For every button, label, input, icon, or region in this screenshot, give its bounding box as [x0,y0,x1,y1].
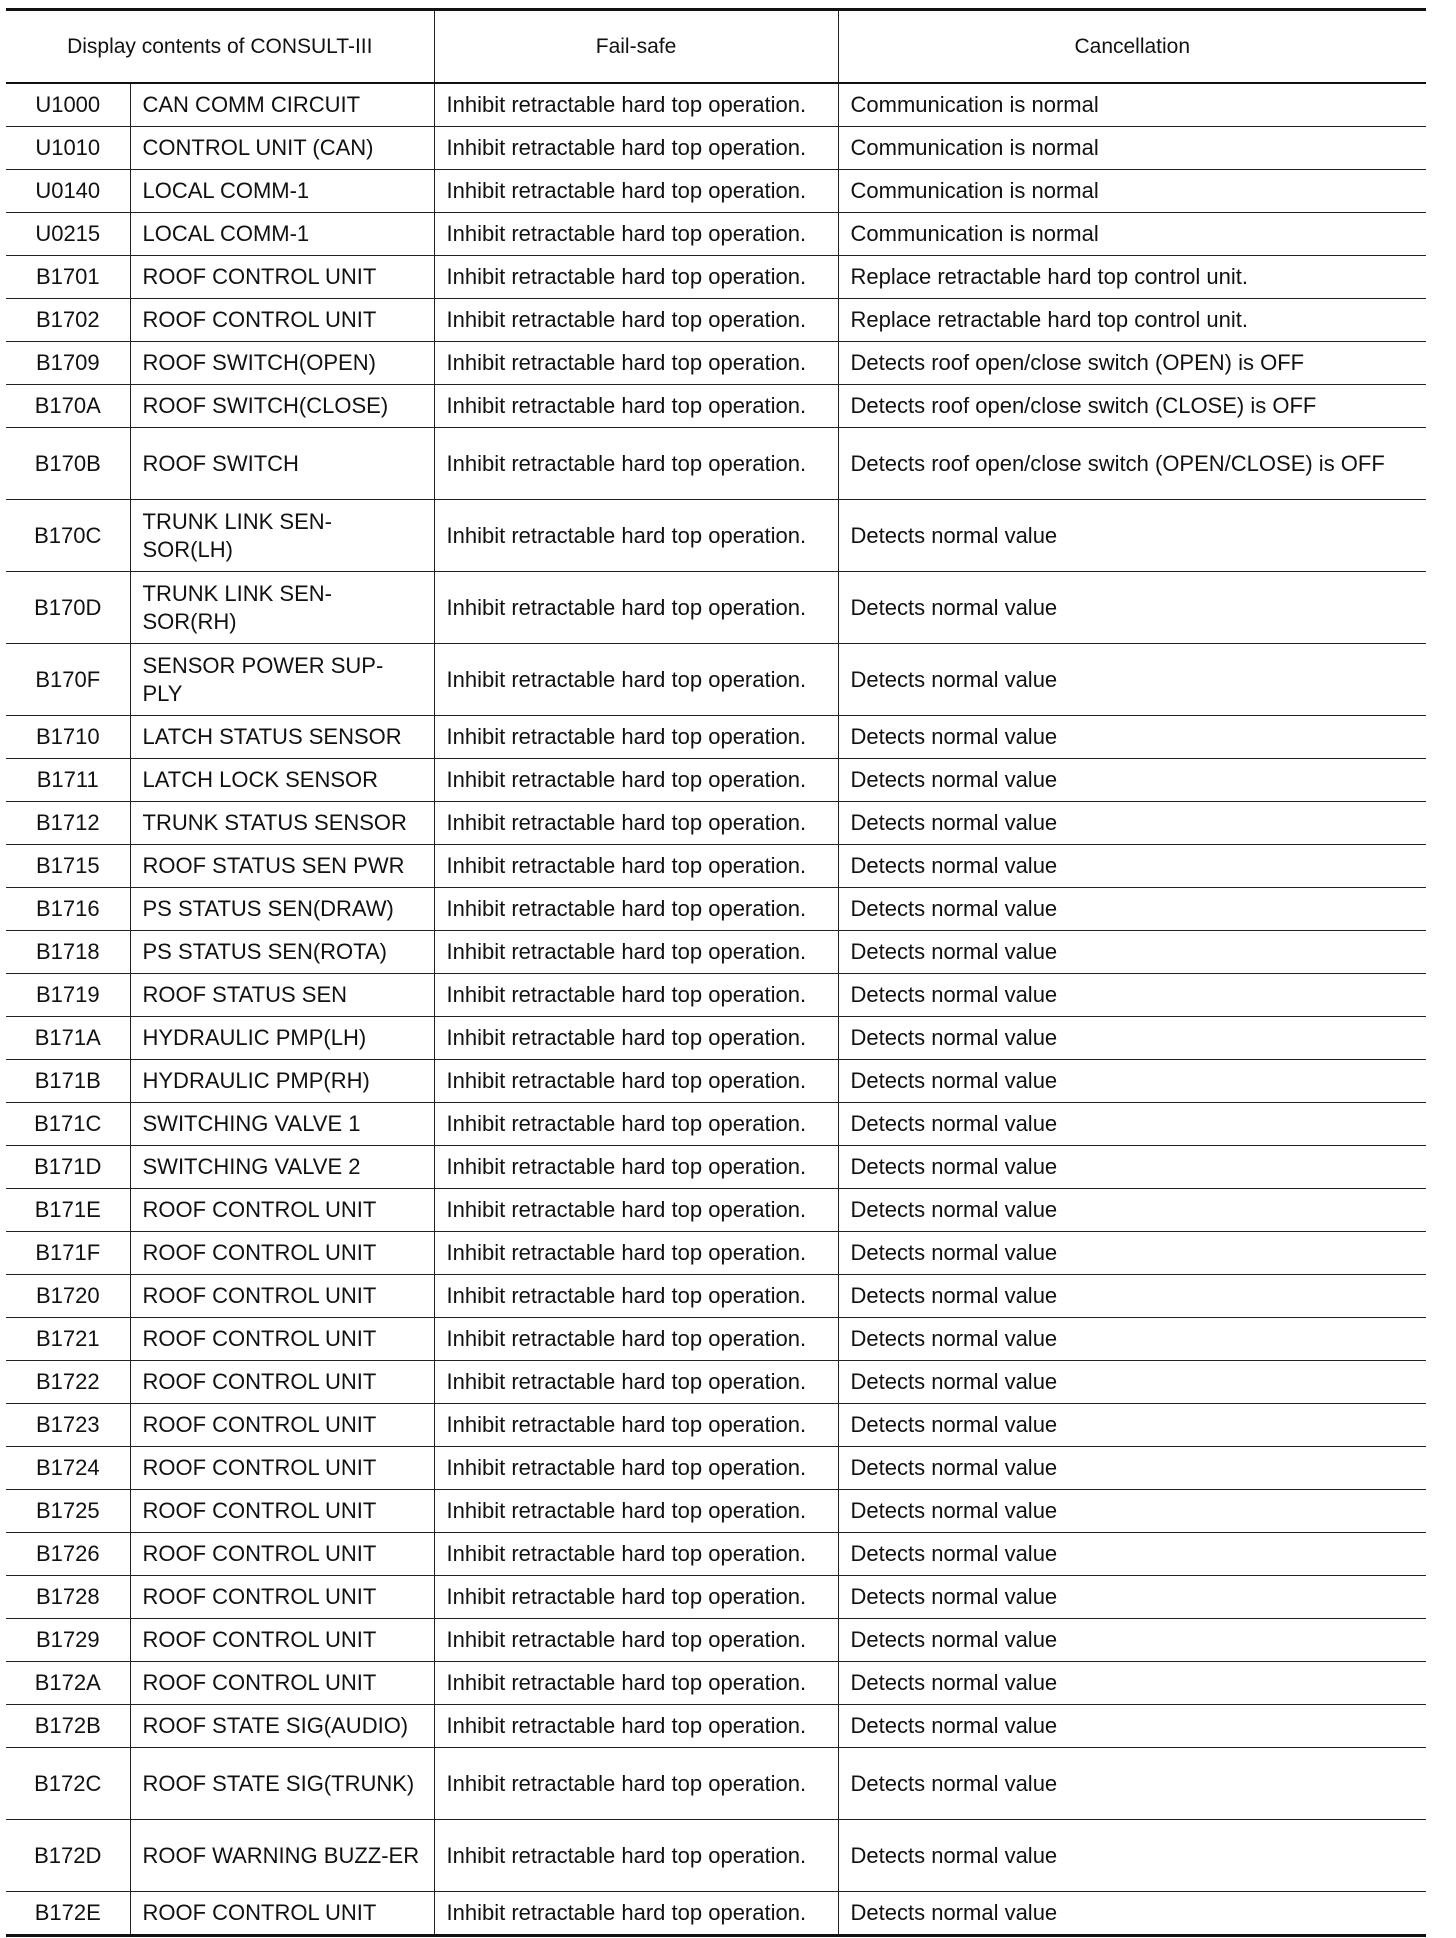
cancellation: Detects normal value [838,845,1426,888]
dtc-code: B171D [6,1146,130,1189]
fail-safe: Inhibit retractable hard top operation. [434,256,838,299]
dtc-code: B171E [6,1189,130,1232]
fail-safe: Inhibit retractable hard top operation. [434,1447,838,1490]
table-row [6,127,1426,170]
cancellation: Detects normal value [838,1820,1426,1892]
table-row [6,1705,1426,1748]
fail-safe: Inhibit retractable hard top operation. [434,1533,838,1576]
display-content: LATCH LOCK SENSOR [130,759,434,802]
display-content: LATCH STATUS SENSOR [130,716,434,759]
display-content: ROOF CONTROL UNIT [130,256,434,299]
display-content: ROOF CONTROL UNIT [130,1361,434,1404]
fail-safe: Inhibit retractable hard top operation. [434,500,838,572]
table-row [6,802,1426,845]
cancellation: Detects normal value [838,500,1426,572]
header-cancellation: Cancellation [838,10,1426,84]
fail-safe: Inhibit retractable hard top operation. [434,644,838,716]
table-row [6,299,1426,342]
dtc-code: B171B [6,1060,130,1103]
display-content: ROOF SWITCH(CLOSE) [130,385,434,428]
table-row [6,974,1426,1017]
dtc-code: B1711 [6,759,130,802]
display-content: PS STATUS SEN(ROTA) [130,931,434,974]
cancellation: Detects normal value [838,1017,1426,1060]
fail-safe: Inhibit retractable hard top operation. [434,1576,838,1619]
table-header-row [6,10,1426,84]
cancellation: Detects roof open/close switch (OPEN/CLOSE) is OFF [838,428,1426,500]
table-row [6,385,1426,428]
table-row [6,888,1426,931]
fail-safe: Inhibit retractable hard top operation. [434,213,838,256]
dtc-code: B172E [6,1892,130,1936]
display-content: ROOF CONTROL UNIT [130,1490,434,1533]
cancellation: Detects normal value [838,1705,1426,1748]
dtc-code: B1729 [6,1619,130,1662]
dtc-code: B170B [6,428,130,500]
cancellation: Detects normal value [838,931,1426,974]
fail-safe: Inhibit retractable hard top operation. [434,759,838,802]
table-body [6,83,1426,1936]
fail-safe: Inhibit retractable hard top operation. [434,1189,838,1232]
cancellation: Detects normal value [838,1060,1426,1103]
cancellation: Detects normal value [838,1404,1426,1447]
fail-safe: Inhibit retractable hard top operation. [434,1275,838,1318]
dtc-code: B1728 [6,1576,130,1619]
cancellation: Detects normal value [838,974,1426,1017]
display-content: ROOF CONTROL UNIT [130,1275,434,1318]
display-content: ROOF CONTROL UNIT [130,1662,434,1705]
cancellation: Detects normal value [838,1619,1426,1662]
dtc-code: B1723 [6,1404,130,1447]
table-row [6,759,1426,802]
dtc-code: B171F [6,1232,130,1275]
cancellation: Detects normal value [838,888,1426,931]
cancellation: Detects normal value [838,1232,1426,1275]
fail-safe: Inhibit retractable hard top operation. [434,974,838,1017]
display-content: ROOF CONTROL UNIT [130,1619,434,1662]
display-content: SWITCHING VALVE 1 [130,1103,434,1146]
display-content: SENSOR POWER SUP-PLY [130,644,434,716]
table-row [6,500,1426,572]
fail-safe: Inhibit retractable hard top operation. [434,1404,838,1447]
table-row [6,1103,1426,1146]
fail-safe: Inhibit retractable hard top operation. [434,931,838,974]
dtc-code: B172C [6,1748,130,1820]
display-content: TRUNK STATUS SENSOR [130,802,434,845]
fail-safe: Inhibit retractable hard top operation. [434,1705,838,1748]
dtc-code: B1718 [6,931,130,974]
table-row [6,428,1426,500]
display-content: LOCAL COMM-1 [130,213,434,256]
fail-safe: Inhibit retractable hard top operation. [434,170,838,213]
cancellation: Detects normal value [838,1892,1426,1936]
table-row [6,716,1426,759]
display-content: HYDRAULIC PMP(RH) [130,1060,434,1103]
cancellation: Replace retractable hard top control unit. [838,256,1426,299]
fail-safe: Inhibit retractable hard top operation. [434,1892,838,1936]
display-content: ROOF STATE SIG(TRUNK) [130,1748,434,1820]
fail-safe: Inhibit retractable hard top operation. [434,1748,838,1820]
dtc-code: B170A [6,385,130,428]
dtc-code: B1702 [6,299,130,342]
display-content: TRUNK LINK SEN-SOR(LH) [130,500,434,572]
table-row [6,1820,1426,1892]
dtc-code: U0215 [6,213,130,256]
table-row [6,256,1426,299]
dtc-code: B1724 [6,1447,130,1490]
dtc-code: U0140 [6,170,130,213]
table-row [6,1361,1426,1404]
display-content: ROOF CONTROL UNIT [130,1232,434,1275]
cancellation: Detects normal value [838,1662,1426,1705]
cancellation: Detects normal value [838,644,1426,716]
display-content: SWITCHING VALVE 2 [130,1146,434,1189]
display-content: ROOF WARNING BUZZ-ER [130,1820,434,1892]
fail-safe: Inhibit retractable hard top operation. [434,1619,838,1662]
display-content: ROOF CONTROL UNIT [130,299,434,342]
dtc-code: B172A [6,1662,130,1705]
table-row [6,1060,1426,1103]
cancellation: Detects normal value [838,1146,1426,1189]
fail-safe: Inhibit retractable hard top operation. [434,1361,838,1404]
table-row [6,1662,1426,1705]
fail-safe: Inhibit retractable hard top operation. [434,428,838,500]
fail-safe: Inhibit retractable hard top operation. [434,299,838,342]
display-content: ROOF STATUS SEN [130,974,434,1017]
table-row [6,1619,1426,1662]
table-row [6,213,1426,256]
cancellation: Detects normal value [838,802,1426,845]
dtc-code: U1000 [6,83,130,127]
cancellation: Detects normal value [838,716,1426,759]
display-content: ROOF STATE SIG(AUDIO) [130,1705,434,1748]
table-row [6,1447,1426,1490]
dtc-code: B1710 [6,716,130,759]
fail-safe: Inhibit retractable hard top operation. [434,385,838,428]
table-row [6,170,1426,213]
display-content: ROOF CONTROL UNIT [130,1533,434,1576]
cancellation: Communication is normal [838,127,1426,170]
table-row [6,83,1426,127]
display-content: ROOF CONTROL UNIT [130,1189,434,1232]
display-content: ROOF CONTROL UNIT [130,1404,434,1447]
header-display-contents: Display contents of CONSULT-III [6,10,434,84]
fail-safe: Inhibit retractable hard top operation. [434,1103,838,1146]
fail-safe: Inhibit retractable hard top operation. [434,1060,838,1103]
dtc-code: B170F [6,644,130,716]
table-row [6,572,1426,644]
dtc-code: B1720 [6,1275,130,1318]
dtc-code: B171A [6,1017,130,1060]
table-row [6,1318,1426,1361]
dtc-code: B1712 [6,802,130,845]
fail-safe: Inhibit retractable hard top operation. [434,342,838,385]
fail-safe: Inhibit retractable hard top operation. [434,1820,838,1892]
dtc-code: B1719 [6,974,130,1017]
table-row [6,1404,1426,1447]
display-content: TRUNK LINK SEN-SOR(RH) [130,572,434,644]
cancellation: Detects normal value [838,1748,1426,1820]
header-fail-safe: Fail-safe [434,10,838,84]
display-content: ROOF CONTROL UNIT [130,1318,434,1361]
table-row [6,1146,1426,1189]
display-content: ROOF CONTROL UNIT [130,1576,434,1619]
dtc-code: B1701 [6,256,130,299]
display-content: HYDRAULIC PMP(LH) [130,1017,434,1060]
table-row [6,1576,1426,1619]
dtc-code: B172B [6,1705,130,1748]
dtc-code: B1722 [6,1361,130,1404]
fail-safe: Inhibit retractable hard top operation. [434,1232,838,1275]
dtc-code: B1709 [6,342,130,385]
cancellation: Detects normal value [838,1103,1426,1146]
table-row [6,342,1426,385]
display-content: CONTROL UNIT (CAN) [130,127,434,170]
cancellation: Detects roof open/close switch (OPEN) is OFF [838,342,1426,385]
cancellation: Communication is normal [838,213,1426,256]
cancellation: Detects normal value [838,1490,1426,1533]
fail-safe: Inhibit retractable hard top operation. [434,83,838,127]
fail-safe: Inhibit retractable hard top operation. [434,1662,838,1705]
table-row [6,1275,1426,1318]
dtc-code: B1721 [6,1318,130,1361]
dtc-code: B170C [6,500,130,572]
table-row [6,1892,1426,1936]
dtc-code: U1010 [6,127,130,170]
fail-safe: Inhibit retractable hard top operation. [434,1017,838,1060]
display-content: ROOF CONTROL UNIT [130,1892,434,1936]
fail-safe: Inhibit retractable hard top operation. [434,572,838,644]
cancellation: Detects normal value [838,1275,1426,1318]
cancellation: Detects normal value [838,1189,1426,1232]
table-row [6,644,1426,716]
cancellation: Detects normal value [838,1447,1426,1490]
dtc-code: B1725 [6,1490,130,1533]
dtc-failsafe-table [6,8,1426,1937]
cancellation: Detects normal value [838,1576,1426,1619]
table-row [6,1490,1426,1533]
dtc-code: B1715 [6,845,130,888]
display-content: PS STATUS SEN(DRAW) [130,888,434,931]
dtc-code: B170D [6,572,130,644]
cancellation: Detects normal value [838,1361,1426,1404]
cancellation: Communication is normal [838,83,1426,127]
fail-safe: Inhibit retractable hard top operation. [434,802,838,845]
fail-safe: Inhibit retractable hard top operation. [434,1318,838,1361]
display-content: LOCAL COMM-1 [130,170,434,213]
dtc-code: B1716 [6,888,130,931]
table-row [6,1748,1426,1820]
table-row [6,1017,1426,1060]
table-row [6,1232,1426,1275]
display-content: ROOF SWITCH(OPEN) [130,342,434,385]
cancellation: Detects normal value [838,1533,1426,1576]
cancellation: Detects normal value [838,572,1426,644]
table-row [6,931,1426,974]
dtc-code: B1726 [6,1533,130,1576]
dtc-code: B171C [6,1103,130,1146]
cancellation: Detects roof open/close switch (CLOSE) is OFF [838,385,1426,428]
fail-safe: Inhibit retractable hard top operation. [434,845,838,888]
display-content: CAN COMM CIRCUIT [130,83,434,127]
fail-safe: Inhibit retractable hard top operation. [434,1146,838,1189]
cancellation: Detects normal value [838,759,1426,802]
cancellation: Communication is normal [838,170,1426,213]
fail-safe: Inhibit retractable hard top operation. [434,716,838,759]
table-row [6,1533,1426,1576]
display-content: ROOF STATUS SEN PWR [130,845,434,888]
fail-safe: Inhibit retractable hard top operation. [434,127,838,170]
table-row [6,1189,1426,1232]
table-row [6,845,1426,888]
display-content: ROOF CONTROL UNIT [130,1447,434,1490]
cancellation: Replace retractable hard top control unit. [838,299,1426,342]
display-content: ROOF SWITCH [130,428,434,500]
cancellation: Detects normal value [838,1318,1426,1361]
fail-safe: Inhibit retractable hard top operation. [434,888,838,931]
fail-safe: Inhibit retractable hard top operation. [434,1490,838,1533]
dtc-code: B172D [6,1820,130,1892]
